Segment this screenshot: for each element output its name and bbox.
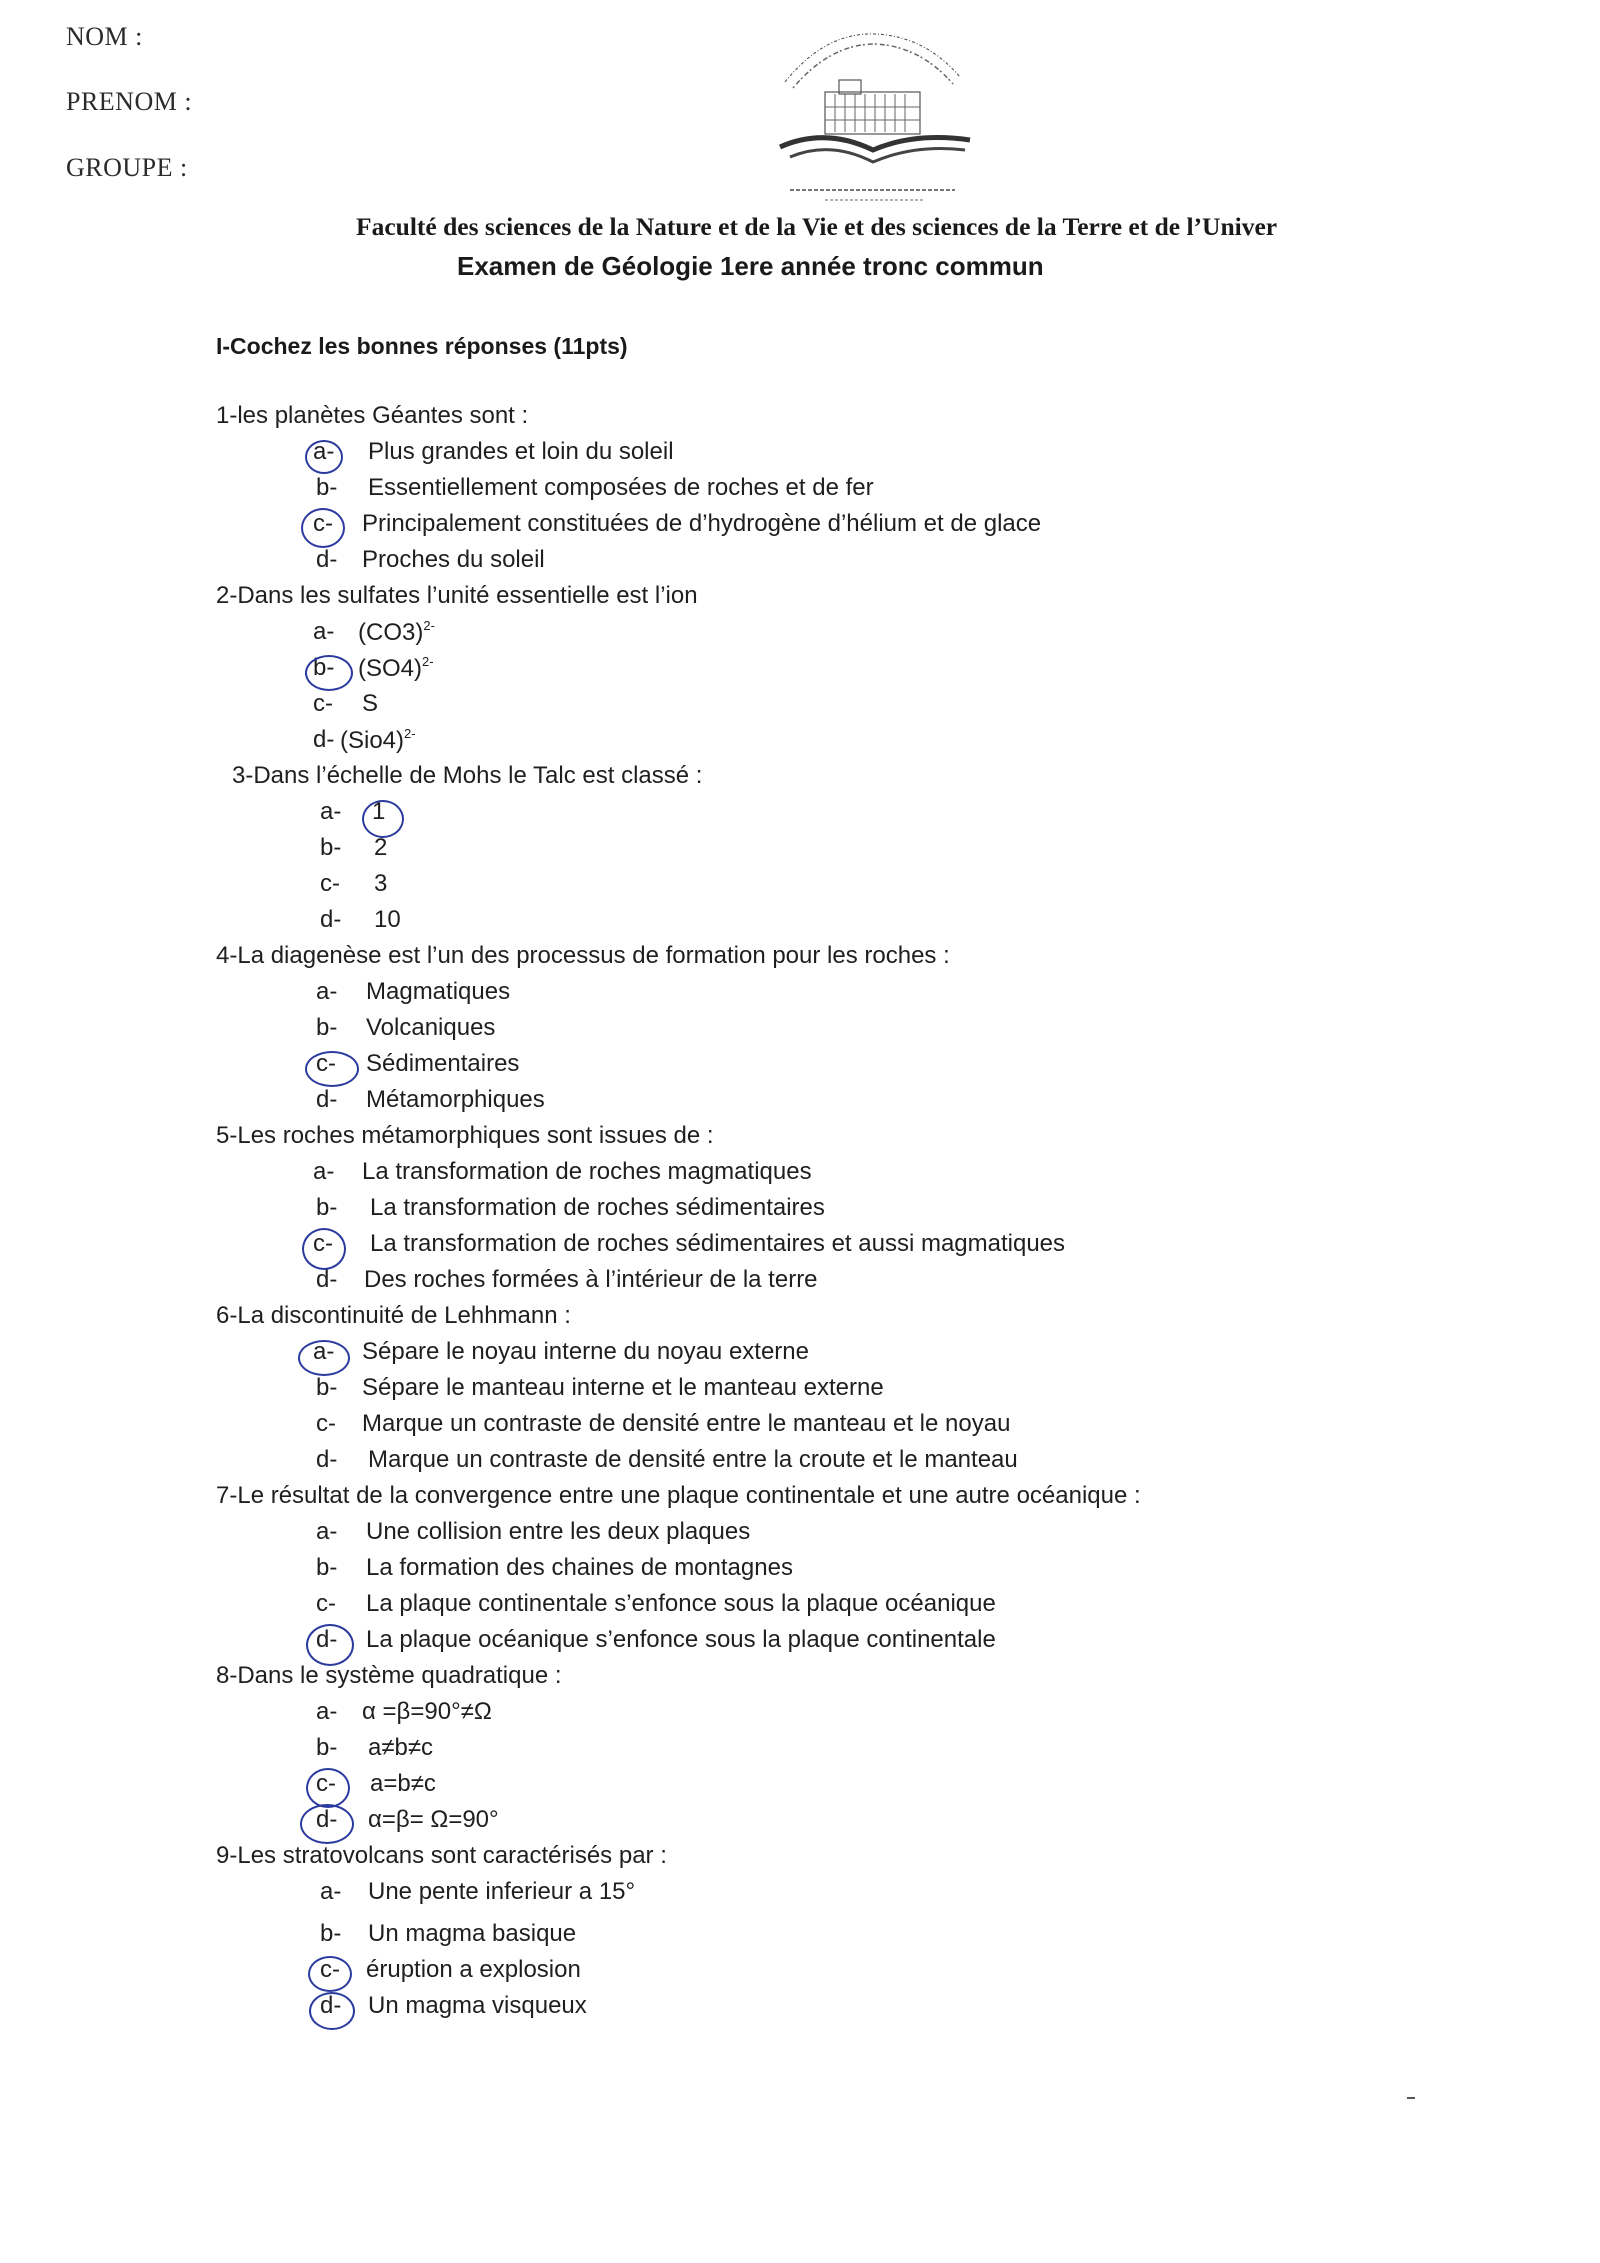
question-8-option-b-letter[interactable]: b- [316, 1734, 338, 1761]
option-text-main: Essentiellement composées de roches et de fer [368, 474, 874, 501]
option-text-main: a=b≠c [370, 1770, 436, 1797]
question-2-option-b-text [358, 654, 434, 683]
question-5-option-a-text [362, 1158, 812, 1186]
option-text-main: Des roches formées à l’intérieur de la terre [364, 1266, 818, 1293]
question-6-text: 6-La discontinuité de Lehhmann : [216, 1302, 571, 1329]
option-text-main: La plaque océanique s’enfonce sous la plaque continentale [366, 1626, 996, 1653]
question-8-option-b-text [368, 1734, 433, 1762]
question-5-text: 5-Les roches métamorphiques sont issues de : [216, 1122, 714, 1149]
section-heading: I-Cochez les bonnes réponses (11pts) [216, 333, 628, 359]
stray-mark [1407, 2097, 1415, 2099]
question-2-text: 2-Dans les sulfates l’unité essentielle est l’ion [216, 582, 698, 609]
question-1-option-a-letter[interactable]: a- [313, 438, 335, 465]
question-9-option-c-text [366, 1956, 581, 1984]
question-7-option-b-text [366, 1554, 793, 1582]
question-7-option-d-letter[interactable]: d- [316, 1626, 338, 1653]
question-3-option-b-text [374, 834, 387, 862]
question-7-option-c-letter[interactable]: c- [316, 1590, 336, 1617]
faculty-title: Faculté des sciences de la Nature et de la Vie et des sciences de la Terre et de l’Univer [356, 212, 1278, 241]
question-1-option-b-letter[interactable]: b- [316, 474, 338, 501]
question-3-option-c-letter[interactable]: c- [320, 870, 340, 897]
question-3-option-a-letter[interactable]: a- [320, 798, 342, 825]
question-8-text: 8-Dans le système quadratique : [216, 1662, 562, 1689]
option-text-main: (Sio4) [340, 727, 405, 754]
option-text-main: Sépare le manteau interne et le manteau externe [362, 1374, 884, 1401]
option-text-main: 10 [374, 906, 401, 933]
question-7-option-a-text [366, 1518, 750, 1546]
question-5-option-d-text [364, 1266, 818, 1294]
option-text-main: Sépare le noyau interne du noyau externe [362, 1338, 809, 1365]
option-text-main: Principalement constituées de d’hydrogène d’hélium et de glace [362, 510, 1042, 537]
question-5-option-a-letter[interactable]: a- [313, 1158, 335, 1185]
question-6-option-b-text [362, 1374, 884, 1402]
question-4-option-b-letter[interactable]: b- [316, 1014, 338, 1041]
question-3-option-d-text [374, 906, 401, 934]
question-4-text: 4-La diagenèse est l’un des processus de formation pour les roches : [216, 942, 950, 969]
option-text-main: Sédimentaires [366, 1050, 520, 1077]
question-4-option-b-text [366, 1014, 495, 1042]
option-text-main: Proches du soleil [362, 546, 545, 573]
question-3-option-b-letter[interactable]: b- [320, 834, 342, 861]
option-text-superscript: 2- [422, 654, 434, 669]
question-9-text: 9-Les stratovolcans sont caractérisés par : [216, 1842, 667, 1869]
question-9-option-d-text [368, 1992, 587, 2020]
question-4-option-c-text [366, 1050, 519, 1078]
university-logo [765, 22, 980, 212]
option-text-main: a≠b≠c [368, 1734, 434, 1761]
question-8-option-c-letter[interactable]: c- [316, 1770, 336, 1797]
option-text-main: 3 [374, 870, 388, 897]
option-text-main: 1 [372, 798, 386, 825]
question-1-option-d-letter[interactable]: d- [316, 546, 338, 573]
option-text-main: éruption a explosion [366, 1956, 581, 1983]
question-5-option-c-letter[interactable]: c- [313, 1230, 333, 1257]
question-8-option-d-letter[interactable]: d- [316, 1806, 338, 1833]
question-8-option-c-text [370, 1770, 436, 1798]
nom-label: NOM : [66, 22, 143, 51]
option-text-main: La formation des chaines de montagnes [366, 1554, 793, 1581]
option-text-superscript: 2- [423, 618, 435, 633]
question-6-option-a-letter[interactable]: a- [313, 1338, 335, 1365]
question-9-option-a-letter[interactable]: a- [320, 1878, 342, 1905]
option-text-main: (SO4) [358, 655, 423, 682]
question-2-option-a-text [358, 618, 435, 647]
question-5-option-b-letter[interactable]: b- [316, 1194, 338, 1221]
question-4-option-d-letter[interactable]: d- [316, 1086, 338, 1113]
option-text-main: Une collision entre les deux plaques [366, 1518, 751, 1545]
question-1-option-a-text [368, 438, 674, 466]
question-1-option-c-text [362, 510, 1041, 538]
question-8-option-a-letter[interactable]: a- [316, 1698, 338, 1725]
question-4-option-a-letter[interactable]: a- [316, 978, 338, 1005]
question-9-option-b-letter[interactable]: b- [320, 1920, 342, 1947]
option-text-main: α =β=90°≠Ω [362, 1698, 492, 1725]
question-2-option-b-letter[interactable]: b- [313, 654, 335, 681]
question-9-option-a-text [368, 1878, 635, 1906]
question-5-option-d-letter[interactable]: d- [316, 1266, 338, 1293]
question-8-option-a-text [362, 1698, 492, 1726]
question-6-option-c-letter[interactable]: c- [316, 1410, 336, 1437]
question-2-option-d-text [340, 726, 416, 755]
option-text-main: La transformation de roches magmatiques [362, 1158, 812, 1185]
question-4-option-d-text [366, 1086, 545, 1114]
groupe-label: GROUPE : [66, 153, 188, 182]
option-text-main: 2 [374, 834, 388, 861]
question-7-option-b-letter[interactable]: b- [316, 1554, 338, 1581]
question-6-option-d-letter[interactable]: d- [316, 1446, 338, 1473]
question-7-text: 7-Le résultat de la convergence entre une plaque continentale et une autre océanique : [216, 1482, 1141, 1509]
question-7-option-a-letter[interactable]: a- [316, 1518, 338, 1545]
question-9-option-b-text [368, 1920, 576, 1948]
question-7-option-c-text [366, 1590, 996, 1618]
option-text-main: α=β= Ω=90° [368, 1806, 499, 1833]
option-text-main: Marque un contraste de densité entre la croute et le manteau [368, 1446, 1018, 1473]
question-4-option-a-text [366, 978, 510, 1006]
option-text-main: Magmatiques [366, 978, 511, 1005]
question-2-option-d-letter[interactable]: d- [313, 726, 335, 753]
question-3-option-a-text [372, 798, 385, 826]
question-2-option-a-letter[interactable]: a- [313, 618, 335, 645]
question-1-option-b-text [368, 474, 874, 502]
question-2-option-c-letter[interactable]: c- [313, 690, 333, 717]
question-5-option-c-text [370, 1230, 1065, 1258]
question-6-option-b-letter[interactable]: b- [316, 1374, 338, 1401]
question-2-option-c-text [362, 690, 378, 718]
question-8-option-d-text [368, 1806, 499, 1834]
option-text-main: Un magma basique [368, 1920, 577, 1947]
option-text-main: Un magma visqueux [368, 1992, 587, 2019]
question-1-text: 1-les planètes Géantes sont : [216, 402, 529, 429]
option-text-main: Métamorphiques [366, 1086, 545, 1113]
question-6-option-a-text [362, 1338, 809, 1366]
option-text-main: Volcaniques [366, 1014, 496, 1041]
question-4-option-c-letter[interactable]: c- [316, 1050, 336, 1077]
question-6-option-c-text [362, 1410, 1010, 1438]
question-3-text: 3-Dans l’échelle de Mohs le Talc est classé : [232, 762, 703, 789]
option-text-main: La transformation de roches sédimentaires [370, 1194, 825, 1221]
exam-title: Examen de Géologie 1ere année tronc commun [457, 251, 1044, 281]
option-text-superscript: 2- [404, 726, 416, 741]
option-text-main: Marque un contraste de densité entre le manteau et le noyau [362, 1410, 1011, 1437]
option-text-main: Plus grandes et loin du soleil [368, 438, 674, 465]
option-text-main: La plaque continentale s’enfonce sous la plaque océanique [366, 1590, 996, 1617]
question-1-option-c-letter[interactable]: c- [313, 510, 333, 537]
question-3-option-d-letter[interactable]: d- [320, 906, 342, 933]
option-text-main: S [362, 690, 379, 717]
question-9-option-d-letter[interactable]: d- [320, 1992, 342, 2019]
option-text-main: La transformation de roches sédimentaires et aussi magmatiques [370, 1230, 1066, 1257]
question-3-option-c-text [374, 870, 387, 898]
question-5-option-b-text [370, 1194, 825, 1222]
prenom-label: PRENOM : [66, 87, 193, 116]
option-text-main: (CO3) [358, 619, 424, 646]
question-1-option-d-text [362, 546, 545, 574]
question-6-option-d-text [368, 1446, 1018, 1474]
option-text-main: Une pente inferieur a 15° [368, 1878, 636, 1905]
question-9-option-c-letter[interactable]: c- [320, 1956, 340, 1983]
question-7-option-d-text [366, 1626, 996, 1654]
